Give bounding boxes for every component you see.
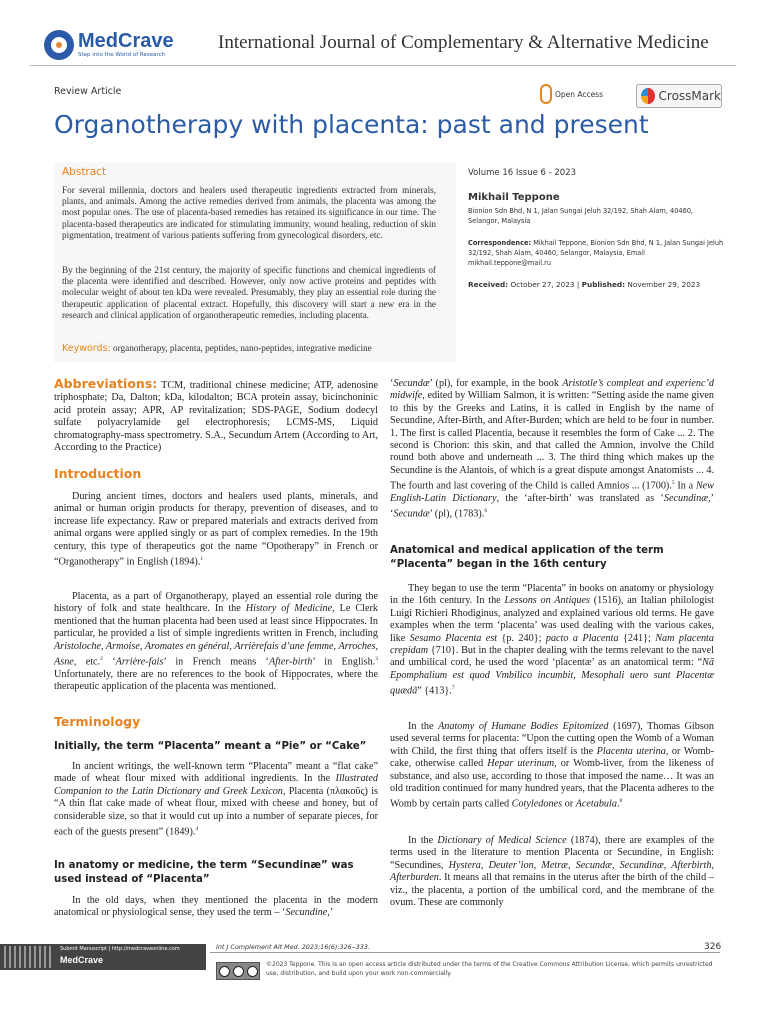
terminology-paragraph-1: In ancient writings, the well-known term “Placenta” meant a “flat cake” made of wheat flour mixed with additional ingredients. In the Illustrated Companion to the Latin Dictionary and Greek Lexicon, Placenta (πλακοῦς) is “A thin flat cake made of wheat flour, mixed with cheese and honey, but of considerable size, so that it would cut up into a number of separate pieces, for each of the guests present” (1849).$^4$ [54, 761, 379, 838]
article-title: Organotherapy with placenta: past and present [54, 110, 649, 139]
cc-icon [219, 966, 230, 977]
introduction-heading: Introduction [54, 466, 142, 481]
open-access-badge[interactable] [540, 84, 603, 104]
abstract-paragraph-1: For several millennia, doctors and healers used therapeutic ingredients extracted from minerals, plants, and animals. Among the active remedies derived from animals, the placenta was among the most popular ones. The use of placenta-based remedies has retained its significance in our time. The placenta-based therapeutics are indicated for stimulating immunity, wound healing, reduction of skin pigmentation, treatment of various patients suffering from gynecological disorders, etc. [62, 185, 436, 240]
publisher-logo[interactable] [44, 28, 194, 62]
terminology-heading: Terminology [54, 714, 141, 729]
abstract-heading: Abstract [62, 166, 107, 178]
citation: Int J Complement Alt Med. 2023;16(6):326‒333. [216, 943, 370, 951]
published-date: November 29, 2023 [627, 280, 701, 289]
correspondence-text: Mikhail Teppone, Bionion Sdn Bhd, N 1, Jalan Sungai Jeluh 32/192, Shah Alam, 40460, Selangor, Malaysia, Email mikhail.teppone@mail.ru [468, 239, 724, 267]
correspondence-label: Correspondence: [468, 239, 532, 247]
terminology-paragraph-2: In the old days, when they mentioned the placenta in the modern anatomical or physiological sense, they used the term – ‘Secundine,’ [54, 895, 378, 919]
received-date: October 27, 2023 [510, 280, 575, 289]
creative-commons-icon[interactable] [216, 962, 260, 980]
secundine-paragraph: ‘Secundæ’ (pl), for example, in the book Aristotle’s compleat and experienc’d midwife, edited by William Salmon, it is written: “Setting aside the name given to this by the Greeks and Latins, it is called in English by the name of Secundine, After-Birth, and After-Burden; which are held to be four in number. 1. The first is called Placentia, because it resembles the form of Cake ... 2. The second is Chorion: this skin, and that called the Amnion, involve the Child round both above and underneath ... 3. The third thing which makes up the Secundine is the Alantois, of which is a great dispute amongst Anatomists ... 4. The fourth and last covering of the Child is called Amnios ... (1700).$^5$ In a New English-Latin Dictionary, the ‘after-birth’ was translated as ‘Secundinæ,’ ‘Secundæ’ (pl), (1783).$^6$ [390, 378, 714, 520]
logo-name: MedCrave [78, 30, 174, 52]
anatomical-subheading: Anatomical and medical application of the term “Placenta” began in the 16th century [390, 545, 664, 570]
received-label: Received: [468, 280, 509, 289]
header-divider [30, 65, 736, 66]
open-access-label: Open Access [555, 89, 604, 99]
abstract-paragraph-2: By the beginning of the 21st century, the majority of specific functions and chemical ingredients of the placenta were identified and described. However, only now active proteins and peptides with molecular weight of about ten kDa were revealed. Presumably, they play an essential role during the therapeutic application of placental extract. Hopefully, this discovery will start a new era in the research and clinical application of organotherapeutic remedies, including placenta. [62, 265, 436, 320]
open-access-icon [540, 84, 552, 104]
nc-icon [247, 966, 258, 977]
secundinae-subheading: In anatomy or medicine, the term “Secundinæ” was used instead of “Placenta” [54, 860, 354, 885]
keywords-list: organotherapy, placenta, peptides, nano-peptides, integrative medicine [113, 343, 372, 353]
license-text: ©2023 Teppone. This is an open access article distributed under the terms of the Creative Commons Attribution License, which permits unrestricted use, distribution, and build upon your work non-commercially. [266, 961, 713, 977]
introduction-paragraph-2: Placenta, as a part of Organotherapy, played an essential role during the history of folk and state healthcare. In the History of Medicine, Le Clerk mentioned that the human placenta had been used at least since Hippocrates. In particular, he provided a list of simple ingredients written in French, including Aristoloche, Armoise, Aromates en général, Arrièrefais d’une femme, Arroches, Asne, etc.$^2$ ‘Arrière-fais’ in French means ‘After-birth’ in English.$^3$ Unfortunately, there are no references to the book of Hippocrates, where the therapeutic application of the placenta was mentioned. [54, 591, 378, 693]
article-type: Review Article [54, 86, 122, 97]
author-affiliation: Bionion Sdn Bhd, N 1, Jalan Sungai Jeluh 32/192, Shah Alam, 40460, Selangor, Malaysia [468, 207, 694, 225]
introduction-paragraph-1: During ancient times, doctors and healers used plants, minerals, and animal or human origin products for therapy, prevention of diseases, and to increase life expectancy. Raw or prepared materials and extracts derived from animal organs were applied singly or as part of complex remedies. In the 19th century, this type of therapeutics got the name “Opotherapy” in French or “Organotherapy” in English (1894).$^1$ [54, 491, 378, 568]
correspondence [468, 238, 724, 268]
logo-tagline: Step into the World of Research [78, 52, 166, 58]
footer-logo: MedCrave [60, 955, 104, 965]
logo-mark-icon [44, 30, 74, 60]
crossmark-button[interactable] [636, 84, 722, 108]
barcode-icon [4, 946, 52, 968]
volume-issue: Volume 16 Issue 6 - 2023 [468, 168, 577, 178]
anatomical-paragraph-3: In the Dictionary of Medical Science (1874), there are examples of the terms used in the literature to mention Placenta or Secundine, in English: “Secundines, Hystera, Deuter’ion, Metræ, Secundæ, Secundinæ, Afterbirth, Afterburden. It means all that remains in the uterus after the birth of the child – viz., the placenta, a portion of the umbilical cord, and the membrane of the ovum. These are commonly [390, 835, 714, 909]
page-number: 326 [704, 942, 722, 952]
journal-title: International Journal of Complementary & Alternative Medicine [218, 32, 709, 53]
crossmark-icon [641, 88, 655, 104]
pie-subheading: Initially, the term “Placenta” meant a “Pie” or “Cake” [54, 741, 367, 752]
keywords [62, 343, 372, 354]
anatomical-paragraph-1: They began to use the term “Placenta” in books on anatomy or physiology in the 16th century. In the Lessons on Antiques (1516), an Italian philologist Luigi Richieri Rhodiginus, analyzed and explained various old terms. He gave examples when the term ‘placenta’ was used dealing with the various cakes, like Sesamo Placenta est {p. 240}; pacto a Placenta {241}; Nam placenta crepidam {710}. But in the chapter dealing with the terms relevant to the navel and umbilical cord, he used the word ‘placentæ’ as an anatomical term: “Nã Epomphalium est quod Vmbilico incumbit, Mesophali uero sunt Placentæ quædã” {413}.$^7$ [390, 583, 714, 697]
dates: Received: October 27, 2023 | Published: November 29, 2023 [468, 280, 701, 289]
keywords-label: Keywords: [62, 343, 111, 354]
abbreviations-text: TCM, traditional chinese medicine; ATP, adenosine triphosphate; Da, Dalton; kDa, kilodalton; BCA protein assay, bicinchoninic acid protein assay; APR, AP revitalization; SDS-PAGE, Sodium dodecyl sulfate polyacrylamide gel electrophoresis; LCMS-MS, Liquid chromatography-mass spectrometry. S.A., Secundum Artem (According to Art, According to the Practice) [54, 380, 378, 454]
published-label: Published: [581, 280, 626, 289]
abbreviations [54, 378, 378, 454]
anatomical-paragraph-2: In the Anatomy of Humane Bodies Epitomized (1697), Thomas Gibson used several terms for placenta: “Upon the cutting open the Womb of a Woman with Child, the first thing that offers itself is the Placenta uterina, or Womb-cake, otherwise called Hepar uterinum, or Womb-liver, from the likeness of substance, and also use, according to those that imposed the name… It was an old tradition continued for many hundred years, that the Placenta adheres to the Womb by certain parts called Cotyledones or Acetabula.$^8$ [390, 721, 715, 810]
crossmark-label: CrossMark [658, 89, 721, 103]
abbreviations-label: Abbreviations: [54, 376, 158, 391]
by-icon [233, 966, 244, 977]
submit-manuscript-link[interactable]: Submit Manuscript | http://medcraveonline.com [60, 946, 180, 952]
footer-divider [210, 952, 720, 953]
author-name: Mikhail Teppone [468, 192, 560, 203]
